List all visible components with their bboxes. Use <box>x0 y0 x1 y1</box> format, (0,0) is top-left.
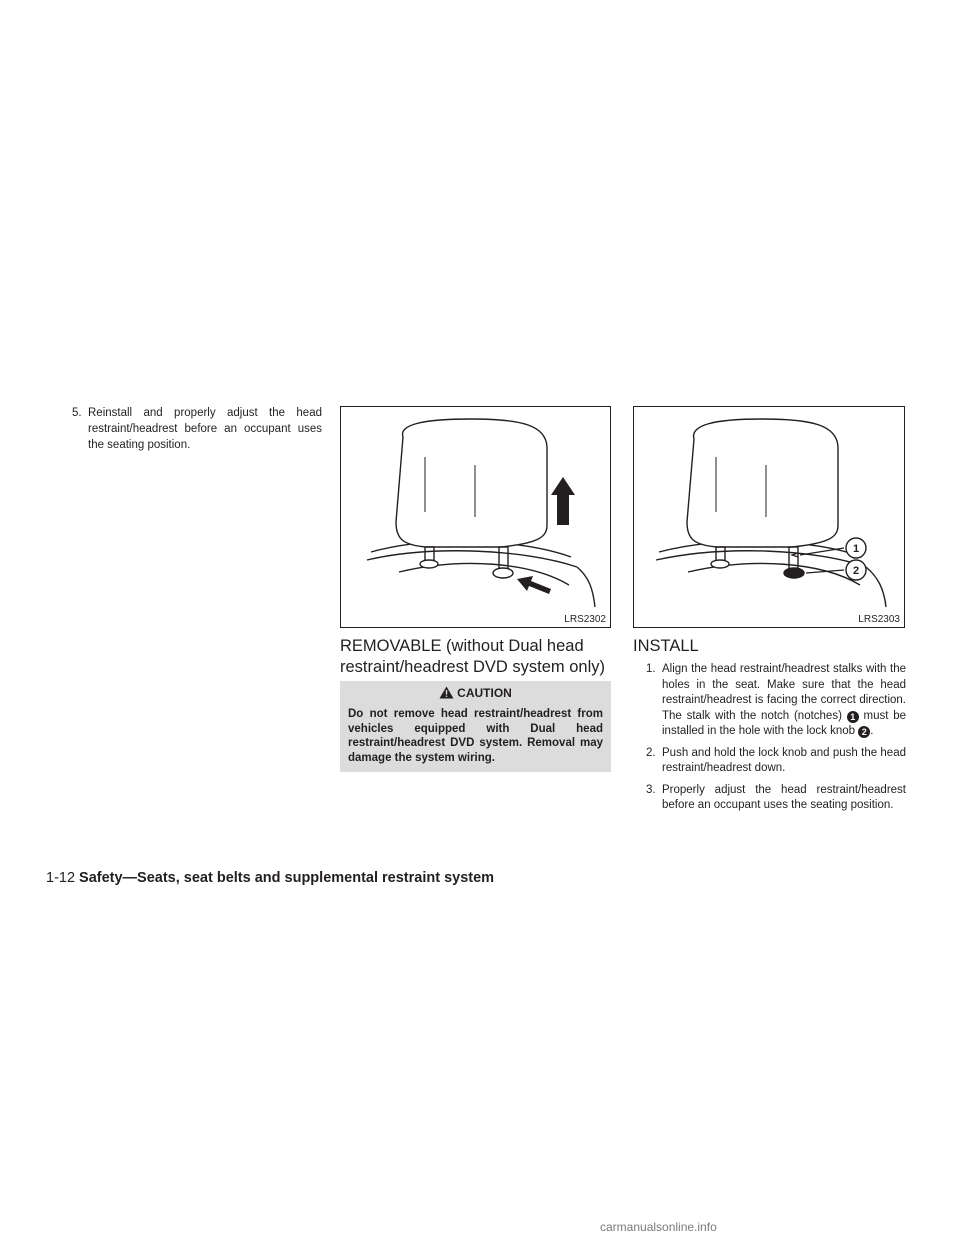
headrest-install-illustration <box>634 407 906 629</box>
figure-code: LRS2302 <box>564 614 606 625</box>
callout-1-label: 1 <box>852 543 860 555</box>
install-step-3 <box>646 783 906 814</box>
install-step-1 <box>646 662 906 740</box>
step-number: 2. <box>646 746 656 759</box>
caution-box <box>340 681 611 772</box>
install-step-2 <box>646 746 906 777</box>
step-text: Reinstall and properly adjust the head restraint/headrest before an occupant uses the seating position. <box>88 407 322 451</box>
page-footer <box>46 869 494 887</box>
step-text: Push and hold the lock knob and push the head restraint/headrest down. <box>662 746 906 774</box>
page-number: 1-12 <box>46 870 76 886</box>
step-text: Align the head restraint/headrest stalks with the holes in the seat. Make sure that the head restraint/headrest is facing the correct direction. The stalk with the notch (notches) <box>662 663 906 722</box>
figure-install <box>633 406 905 628</box>
step-text: Properly adjust the head restraint/headrest before an occupant uses the seating position. <box>662 783 906 811</box>
figure-removable <box>340 406 611 628</box>
callout-2-ref: 2 <box>858 726 870 738</box>
section-heading-removable: REMOVABLE (without Dual head restraint/headrest DVD system only) <box>340 637 606 676</box>
warning-triangle-icon <box>439 686 454 702</box>
step-text-end: . <box>870 725 874 737</box>
caution-text: Do not remove head restraint/headrest from vehicles equipped with Dual head restraint/headrest DVD system. Removal may damage the system wiring. <box>348 708 603 764</box>
step-text-cont: must be installed in the hole with the lock knob <box>662 709 906 737</box>
caution-label: CAUTION <box>457 686 512 700</box>
callout-2-label: 2 <box>852 565 860 577</box>
headrest-removal-illustration <box>341 407 612 629</box>
caution-header <box>340 686 611 702</box>
step-number: 1. <box>646 663 656 675</box>
step-number: 5. <box>72 407 82 419</box>
install-steps <box>646 662 906 820</box>
step-number: 3. <box>646 783 656 796</box>
callout-1-ref: 1 <box>847 711 859 723</box>
watermark: carmanualsonline.info <box>600 1220 717 1234</box>
section-heading-install: INSTALL <box>633 637 699 655</box>
figure-code: LRS2303 <box>858 614 900 625</box>
step-5 <box>72 405 322 453</box>
section-title: Safety—Seats, seat belts and supplemental restraint system <box>79 870 495 886</box>
